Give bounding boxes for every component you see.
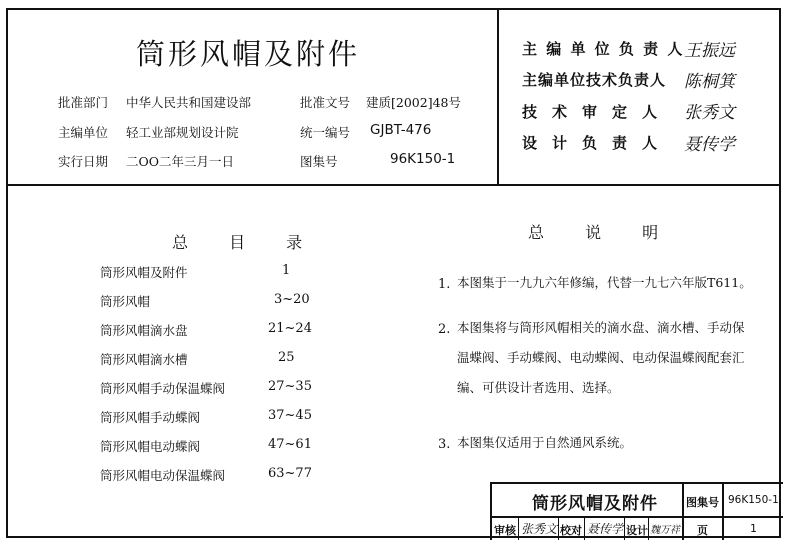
toc-item: 筒形风帽滴水槽	[100, 352, 188, 367]
note-number: 1.	[438, 277, 451, 292]
atlas-number: 96K150-1	[728, 494, 779, 506]
note-line: 温蝶阀、手动蝶阀、电动蝶阀、电动保温蝶阀配套汇	[457, 350, 745, 365]
check-signature: 聂传学	[587, 522, 624, 536]
toc-item: 筒形风帽电动保温蝶阀	[100, 468, 226, 483]
review-signature: 张秀文	[521, 522, 558, 536]
notes-heading: 总 说 明	[528, 223, 677, 242]
toc-page: 1	[282, 263, 291, 278]
toc-page: 3~20	[274, 292, 310, 307]
meta-value: 中华人民共和国建设部	[126, 95, 252, 110]
toc-item: 筒形风帽	[100, 294, 151, 309]
drawing-sheet	[6, 8, 781, 538]
meta-value: 96K150-1	[390, 151, 456, 167]
design-signature: 魏万祥	[650, 525, 680, 536]
toc-page: 25	[278, 350, 295, 365]
review-label: 审核	[494, 524, 516, 537]
toc-item: 筒形风帽滴水盘	[100, 323, 188, 338]
meta-label: 统一编号	[300, 125, 351, 140]
meta-value: 建质[2002]48号	[366, 95, 461, 110]
meta-label: 实行日期	[58, 154, 109, 169]
toc-page: 21~24	[268, 321, 312, 336]
meta-label: 图集号	[300, 154, 338, 169]
note-line: 本图集将与筒形风帽相关的滴水盘、滴水槽、手动保	[457, 320, 745, 335]
signature: 聂传学	[684, 135, 735, 155]
page-title: 筒形风帽及附件	[136, 37, 361, 71]
note-line: 本图集于一九九六年修编，代替一九七六年版T611。	[457, 275, 752, 290]
toc-page: 63~77	[268, 466, 312, 481]
title-block-title: 筒形风帽及附件	[532, 494, 658, 514]
toc-item: 筒形风帽手动蝶阀	[100, 410, 201, 425]
signature-role: 主 编 单 位 负 责 人	[522, 40, 685, 58]
toc-item: 筒形风帽手动保温蝶阀	[100, 381, 226, 396]
atlas-label: 图集号	[686, 496, 719, 509]
header-divider	[8, 184, 779, 186]
note-number: 3.	[438, 437, 451, 452]
toc-page: 37~45	[268, 408, 312, 423]
meta-value: GJBT-476	[370, 122, 432, 138]
check-label: 校对	[560, 524, 582, 537]
design-label: 设计	[626, 524, 648, 537]
signature: 张秀文	[684, 103, 735, 123]
title-block	[490, 482, 783, 540]
toc-page: 47~61	[268, 437, 312, 452]
signature-role: 设 计 负 责 人	[522, 134, 658, 152]
signature-divider	[497, 10, 499, 184]
signature-role: 技 术 审 定 人	[522, 103, 658, 121]
meta-value: 轻工业部规划设计院	[126, 125, 239, 140]
meta-value: 二OO二年三月一日	[126, 154, 234, 169]
meta-label: 批准部门	[58, 95, 109, 110]
toc-item: 筒形风帽电动蝶阀	[100, 439, 201, 454]
toc-item: 筒形风帽及附件	[100, 265, 188, 280]
toc-heading: 总 目 录	[172, 233, 321, 252]
note-number: 2.	[438, 322, 451, 337]
signature: 王振远	[684, 41, 735, 61]
signature-role: 主编单位技术负责人	[522, 71, 667, 89]
meta-label: 主编单位	[58, 125, 109, 140]
note-line: 本图集仅适用于自然通风系统。	[457, 435, 633, 450]
page-number: 1	[750, 522, 757, 535]
signature: 陈桐箕	[684, 72, 735, 92]
toc-page: 27~35	[268, 379, 312, 394]
meta-label: 批准文号	[300, 95, 351, 110]
note-line: 编、可供设计者选用、选择。	[457, 380, 620, 395]
page-label: 页	[697, 524, 708, 537]
